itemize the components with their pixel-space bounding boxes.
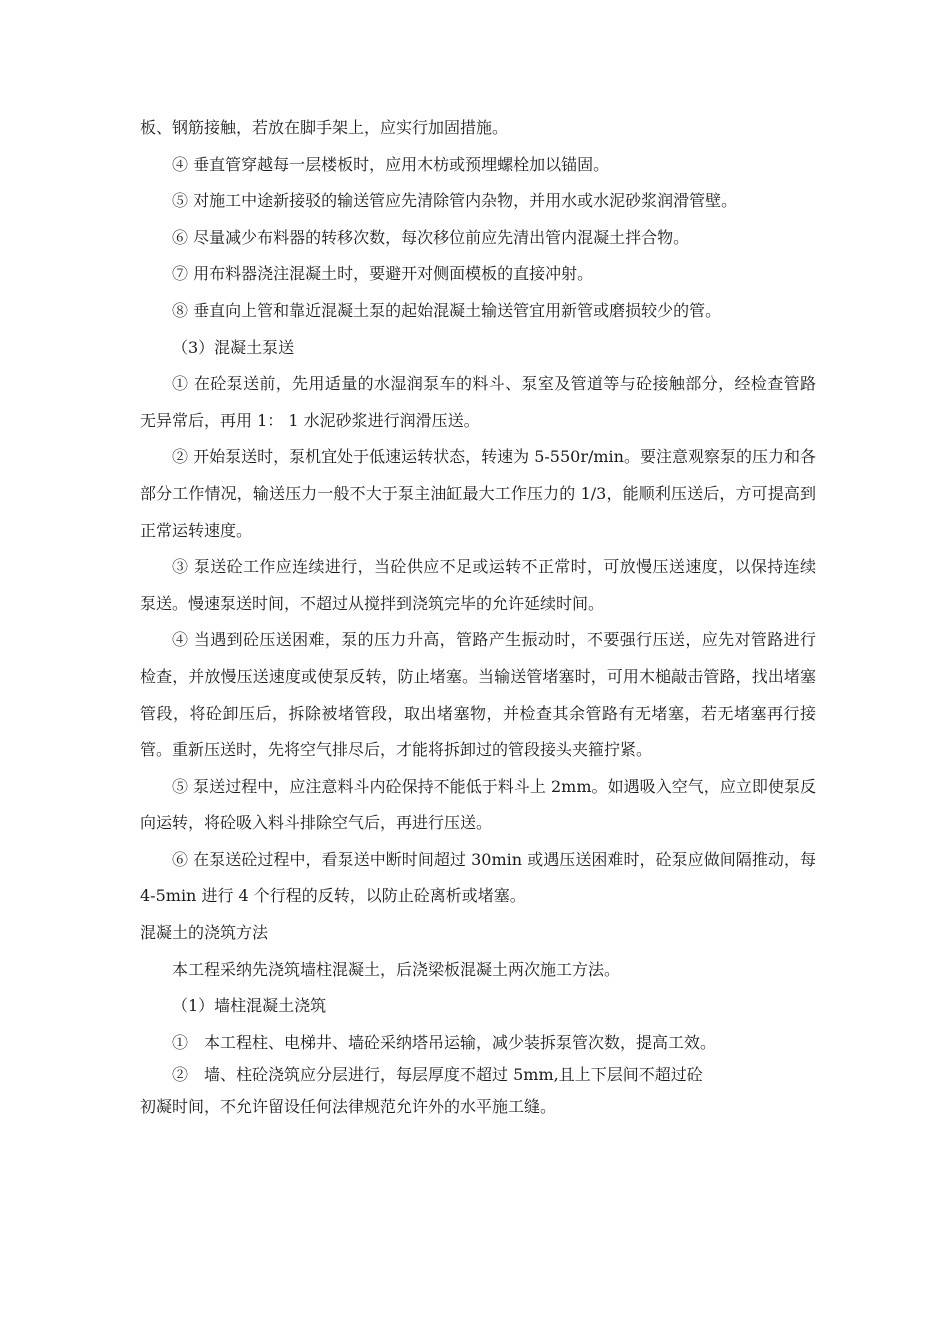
paragraph-8: ① 在砼泵送前，先用适量的水湿润泵车的料斗、泵室及管道等与砼接触部分，经检查管路无异常后，再用 1： 1 水泥砂浆进行润滑压送。 [140,374,816,430]
section-heading-pouring-method: 混凝土的浇筑方法 [140,923,269,943]
paragraph-13: ⑥ 在泵送砼过程中，看泵送中断时间超过 30min 或遇压送困难时，砼泵应做间隔推动，每 4-5min 进行 4 个行程的反转，以防止砼离析或堵塞。 [140,849,816,906]
document-body [140,110,816,1125]
paragraph-6: ⑧ 垂直向上管和靠近混凝土泵的起始混凝土输送管宜用新管或磨损较少的管。 [172,300,722,320]
paragraph-9: ② 开始泵送时，泵机宜处于低速运转状态，转速为 5-550r/min。要注意观察泵的压力和各部分工作情况，输送压力一般不大于泵主油缸最大工作压力的 1/3，能顺利压送后，方可提高到正常运转速度。 [140,447,816,540]
paragraph-19: 初凝时间，不允许留设任何法律规范允许外的水平施工缝。 [140,1096,557,1116]
paragraph-5: ⑦ 用布料器浇注混凝土时，要避开对侧面模板的直接冲射。 [172,264,594,284]
section-heading-pumping: （3）混凝土泵送 [172,337,295,357]
paragraph-17: ① 本工程柱、电梯井、墙砼采纳塔吊运输，减少装拆泵管次数，提高工效。 [172,1032,717,1052]
paragraph-3: ⑤ 对施工中途新接驳的输送管应先清除管内杂物，并用水或水泥砂浆润滑管壁。 [172,191,738,211]
paragraph-15: 本工程采纳先浇筑墙柱混凝土，后浇梁板混凝土两次施工方法。 [172,959,621,979]
paragraph-18: ② 墙、柱砼浇筑应分层进行，每层厚度不超过 5mm,且上下层间不超过砼 [172,1064,703,1084]
paragraph-1: 板、钢筋接触，若放在脚手架上，应实行加固措施。 [140,118,509,137]
paragraph-4: ⑥ 尽量减少布料器的转移次数，每次移位前应先清出管内混凝土拌合物。 [172,227,690,247]
paragraph-2: ④ 垂直管穿越每一层楼板时，应用木枋或预埋螺栓加以锚固。 [172,154,610,174]
paragraph-11: ④ 当遇到砼压送困难，泵的压力升高，管路产生振动时，不要强行压送，应先对管路进行检查，并放慢压送速度或使泵反转，防止堵塞。当输送管堵塞时，可用木槌敲击管路，找出堵塞管段，将砼卸压后，拆除被堵管段，取出堵塞物，并检查其余管路有无堵塞，若无堵塞再行接管。重新压送时，先将空气排尽后，才能将拆卸过的管段接头夹箍拧紧。 [140,630,816,760]
section-heading-wall-column: （1）墙柱混凝土浇筑 [172,996,327,1016]
paragraph-12: ⑤ 泵送过程中，应注意料斗内砼保持不能低于料斗上 2mm。如遇吸入空气，应立即使泵反向运转，将砼吸入料斗排除空气后，再进行压送。 [140,776,816,833]
paragraph-10: ③ 泵送砼工作应连续进行，当砼供应不足或运转不正常时，可放慢压送速度，以保持连续泵送。慢速泵送时间，不超过从搅拌到浇筑完毕的允许延续时间。 [140,557,816,613]
